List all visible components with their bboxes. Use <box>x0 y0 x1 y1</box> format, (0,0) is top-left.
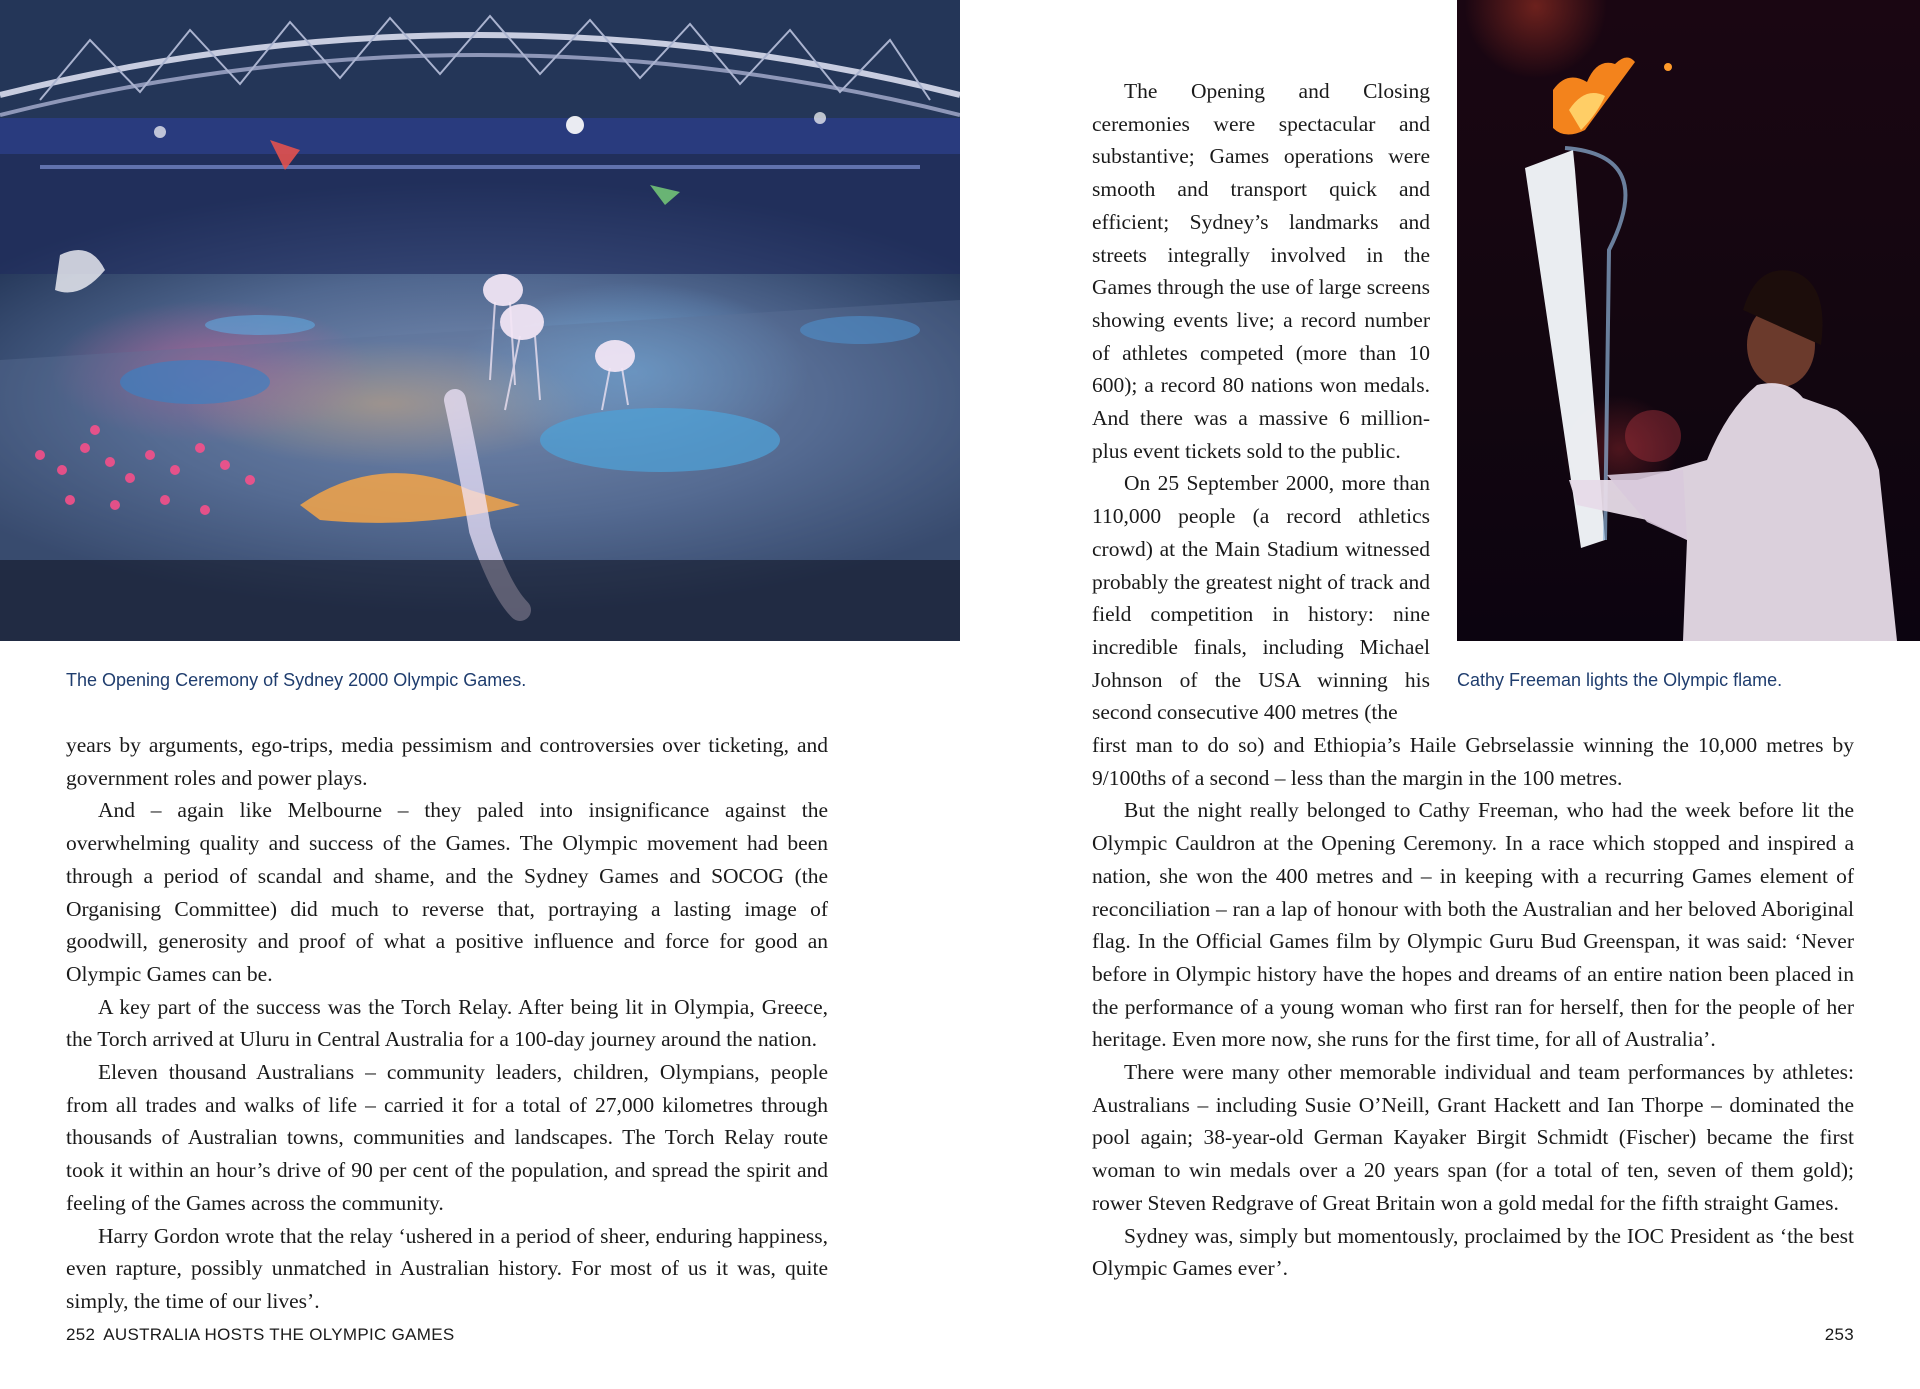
right-page-footer <box>1825 1325 1854 1345</box>
left-page-body <box>66 729 828 1318</box>
body-paragraph: And – again like Melbourne – they paled into insignificance against the overwhelming quality and success of the Games. The Olympic movement had been through a period of scandal and shame, and the Sydney Games and SOCOG (the Organising Committee) did much to reverse that, portraying a lasting image of goodwill, generosity and proof of what a positive influence and force for good an Olympic Games can be. <box>66 798 828 986</box>
right-page-column <box>1092 75 1430 729</box>
cathy-freeman-caption: Cathy Freeman lights the Olympic flame. <box>1457 670 1783 690</box>
body-paragraph: A key part of the success was the Torch Relay. After being lit in Olympia, Greece, the Torch arrived at Uluru in Central Australia for a 100-day journey around the nation. <box>66 994 828 1052</box>
body-paragraph: years by arguments, ego-trips, media pessimism and controversies over ticketing, and government roles and power plays. <box>66 733 828 790</box>
cathy-freeman-illustration <box>1457 0 1920 641</box>
opening-ceremony-caption: The Opening Ceremony of Sydney 2000 Olympic Games. <box>66 670 527 690</box>
body-paragraph: first man to do so) and Ethiopia’s Haile Gebrselassie winning the 10,000 metres by 9/100ths of a second – less than the margin in the 100 metres. <box>1092 733 1854 790</box>
body-paragraph: There were many other memorable individual and team performances by athletes: Australians – including Susie O’Neill, Grant Hackett and Ian Thorpe – dominated the pool again; 38-year-old German Kayaker Birgit Schmidt (Fischer) became the first woman to win medals over a 20 years span (for a total of ten, seven of them gold); rower Steven Redgrave of Great Britain won a gold medal for the fifth straight Games. <box>1092 1060 1854 1215</box>
running-title: AUSTRALIA HOSTS THE OLYMPIC GAMES <box>103 1325 455 1344</box>
body-paragraph: But the night really belonged to Cathy Freeman, who had the week before lit the Olympic Cauldron at the Opening Ceremony. In a race which stopped and inspired a nation, she won the 400 metres and – in keeping with a recurring Games element of reconciliation – ran a lap of honour with both the Australian and her beloved Aboriginal flag. In the Official Games film by Olympic Guru Bud Greenspan, it was said: ‘Never before in Olympic history have the hopes and dreams of an entire nation been placed in the performance of a young woman who first ran for herself, then for the people of her heritage. Even more now, she runs for the first time, for all of Australia’. <box>1092 798 1854 1052</box>
body-paragraph: Eleven thousand Australians – community leaders, children, Olympians, people from all trades and walks of life – carried it for a total of 27,000 kilometres through thousands of Australian towns, communities and landscapes. The Torch Relay route took it within an hour’s drive of 90 per cent of the population, and spread the spirit and feeling of the Games across the community. <box>66 1060 828 1215</box>
left-page-footer <box>66 1325 455 1345</box>
body-paragraph: On 25 September 2000, more than 110,000 people (a record athletics crowd) at the Main Stadium witnessed probably the greatest night of track and field competition in history: nine incredible finals, including Michael Johnson of the USA winning his second consecutive 400 metres (the <box>1092 471 1430 725</box>
right-page-body <box>1092 729 1854 1285</box>
cathy-freeman-photo <box>1457 0 1920 641</box>
body-paragraph: Harry Gordon wrote that the relay ‘ushered in a period of sheer, enduring happiness, even rapture, possibly unmatched in Australian history. For most of us it was, quite simply, the time of our lives’. <box>66 1223 828 1313</box>
opening-ceremony-illustration <box>0 0 960 641</box>
page-number: 253 <box>1824 1325 1854 1344</box>
page-number: 252 <box>66 1325 96 1344</box>
opening-ceremony-photo <box>0 0 960 641</box>
body-paragraph: The Opening and Closing ceremonies were spectacular and substantive; Games operations were smooth and transport quick and efficient; Sydney’s landmarks and streets integrally involved in the Games through the use of large screens showing events live; a record number of athletes competed (more than 10 600); a record 80 nations won medals. And there was a massive 6 million-plus event tickets sold to the public. <box>1092 79 1430 463</box>
body-paragraph: Sydney was, simply but momentously, proclaimed by the IOC President as ‘the best Olympic Games ever’. <box>1092 1223 1854 1281</box>
